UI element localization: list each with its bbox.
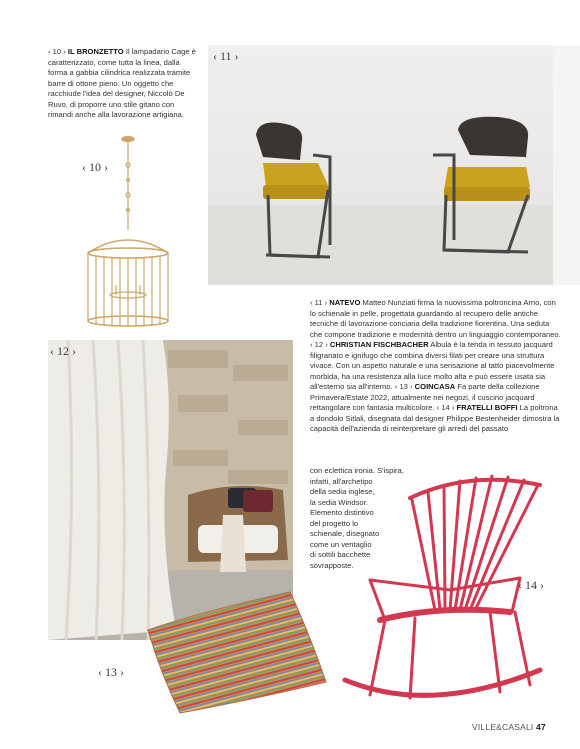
label-10: ‹ 10 › xyxy=(82,160,108,174)
brand-christian-fischbacher: CHRISTIAN FISCHBACHER xyxy=(329,340,429,349)
desc-13: Fa parte della collezione Primavera/Estate 2022, attualmente nei negozi, il cuscino jacquard rettangolare con fantasia multicolore. xyxy=(310,382,540,412)
brand-natevo: NATEVO xyxy=(329,298,361,307)
line-14: della sedia inglese, xyxy=(310,487,375,496)
desc-10: Il lampadario Cage è caratterizzato, come tutta la linea, dalla forma a gabbia cilindrica realizzata tramite barre di ottone pieno. Un oggetto che racchiude l'idea del designer, Niccolò De Ruvo, di proporre uno stile gitano con rimandi anche alla lavorazione artigiana. xyxy=(48,47,196,119)
ref-14: ‹ 14 › xyxy=(436,403,455,412)
line-14: la sedia Windsor. xyxy=(310,497,368,507)
line-14: infatti, all'archetipo xyxy=(310,476,373,486)
page-number: 47 xyxy=(536,722,546,732)
brand-il-bronzetto: IL BRONZETTO xyxy=(67,47,124,56)
line-14: con eclettica ironia. S'ispira, xyxy=(310,466,404,475)
line-14: di sottili bacchette xyxy=(310,550,371,559)
text-block-11-14 xyxy=(310,298,562,435)
jacquard-cushion-image xyxy=(140,590,332,715)
cage-chandelier-image xyxy=(78,135,178,330)
label-12: ‹ 12 › xyxy=(50,344,76,358)
desc-14: La poltrona a dondolo Sitlali, disegnata dal designer Philippe Bestenheider dimostra la capacità dell'azienda di reinterpretare gli arredi del passato xyxy=(310,403,560,433)
desc-12: Albula è la tenda in tessuto jacquard filigranato e ignifugo che combina diversi filati per creare una struttura vivace. Con un aspetto naturale e una sensazione al tatto piacevolmente morbida, ha una resistenza alla luce molto alta e può essere usata sia all'esterno sia all'interno. xyxy=(310,340,555,391)
ref-11: ‹ 11 › xyxy=(310,298,328,307)
label-11: ‹ 11 › xyxy=(213,49,239,63)
ref-10: ‹ 10 › xyxy=(48,47,66,56)
arno-armchairs-image xyxy=(208,45,580,285)
line-14: sovrapposte. xyxy=(310,560,354,570)
label-13: ‹ 13 › xyxy=(98,665,124,679)
brand-coincasa: COINCASA xyxy=(414,382,456,391)
line-14: del progetto lo xyxy=(310,518,359,528)
label-14: ‹ 14 › xyxy=(518,578,544,592)
line-14: Elemento distintivo xyxy=(310,508,374,517)
desc-11: Matteo Nunziati firma la nuovissima poltroncina Arno, con lo schienale in pelle, progettata guardando al recupero delle antiche tecniche di lavorazione conciaria della tradizione fiorentina. Una seduta che compone tradizione e modernità dentro un linguaggio contemporaneo. xyxy=(310,298,561,339)
sitlali-rocking-chair-image xyxy=(340,470,545,710)
brand-fratelli-boffi: FRATELLI BOFFI xyxy=(456,403,518,412)
text-block-10 xyxy=(48,47,198,121)
page-footer xyxy=(472,722,546,732)
line-14: come un ventaglio xyxy=(310,539,372,549)
line-14: schienale, disegnato xyxy=(310,529,380,538)
magazine-name: VILLE&CASALI xyxy=(472,722,534,732)
ref-12: ‹ 12 › xyxy=(310,340,328,349)
ref-13: ‹ 13 › xyxy=(394,382,413,391)
